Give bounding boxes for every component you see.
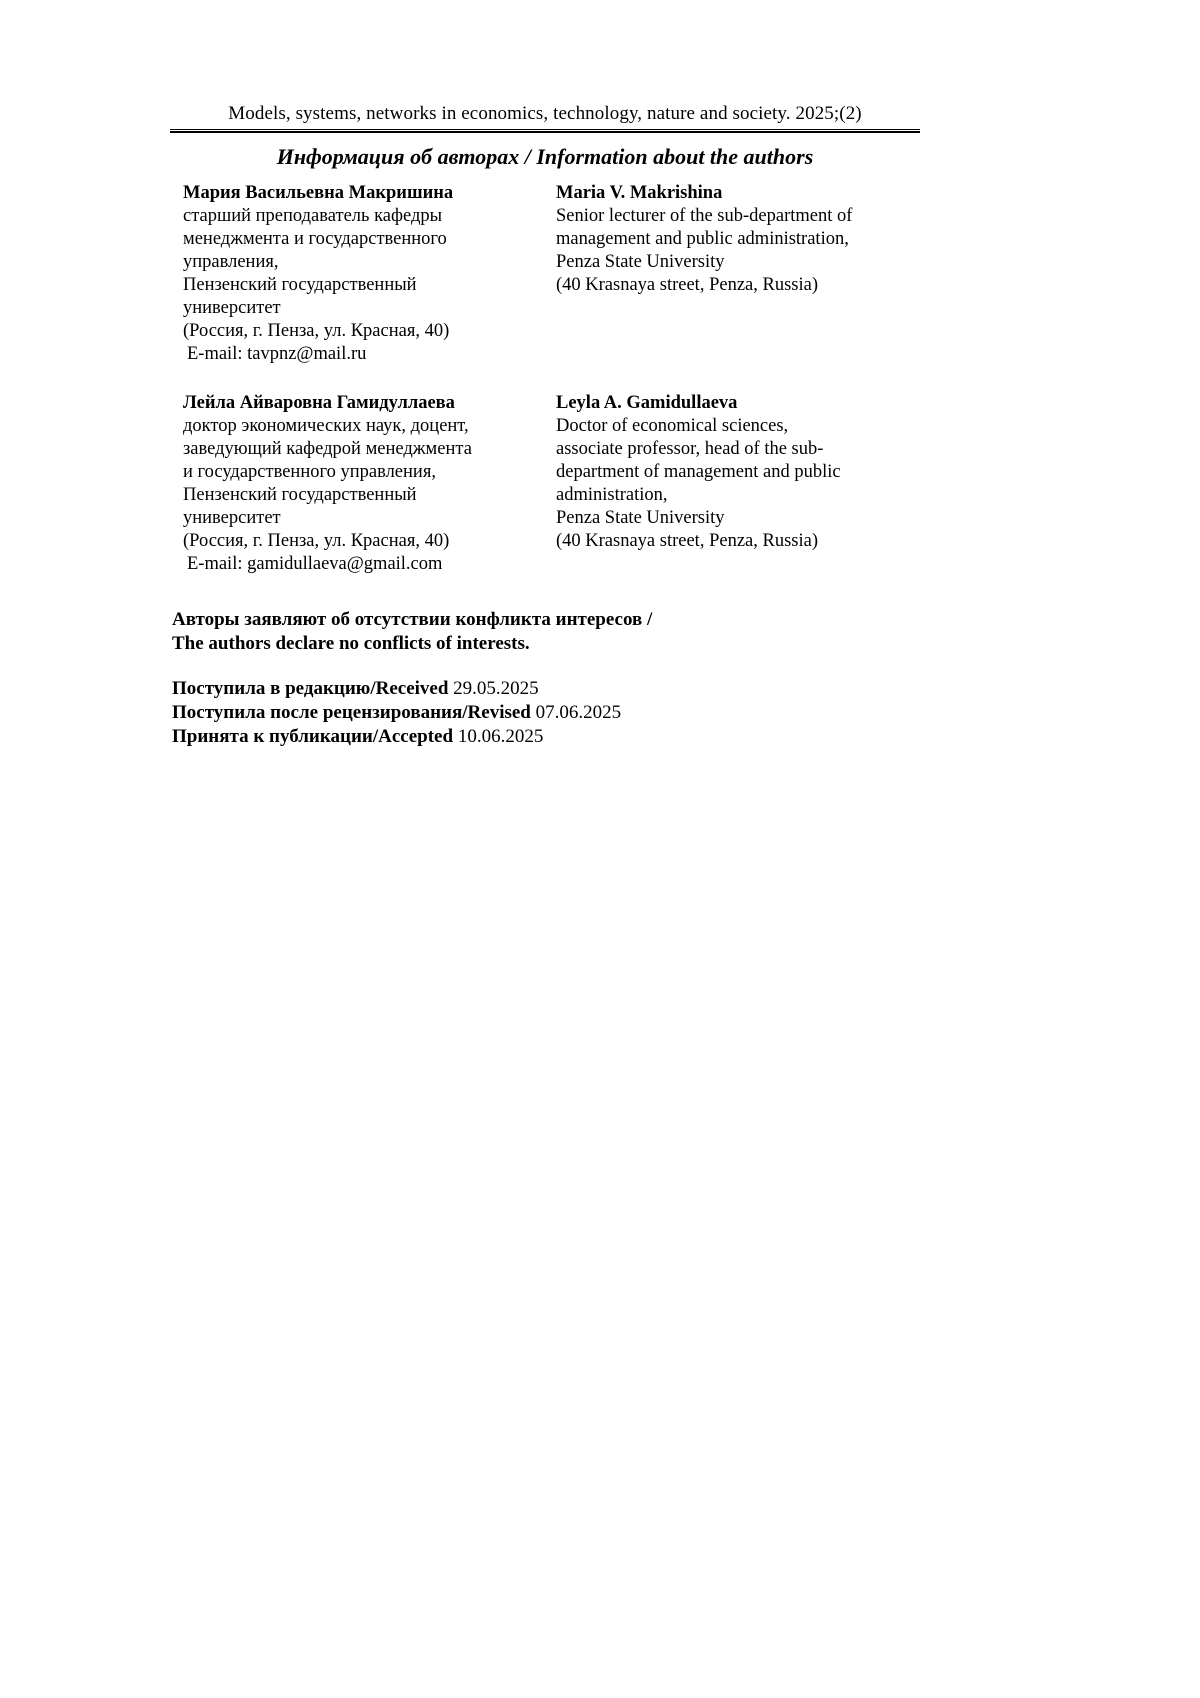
author-name: Мария Васильевна Макришина <box>183 183 454 203</box>
date-accepted-label: Принята к публикации/Accepted <box>172 726 458 747</box>
author-affiliation-line: Пензенский государственный <box>183 485 417 505</box>
author-affiliation-line: Пензенский государственный <box>183 275 417 295</box>
author-affiliation-line: Senior lecturer of the sub-department of <box>556 206 853 226</box>
author-2-en <box>556 392 841 553</box>
conflict-statement <box>172 608 652 656</box>
author-1-ru <box>183 182 453 366</box>
date-revised-label: Поступила после рецензирования/Revised <box>172 702 536 723</box>
date-accepted-value: 10.06.2025 <box>457 726 544 747</box>
date-accepted <box>172 725 621 749</box>
author-affiliation-line: management and public administration, <box>556 229 849 249</box>
publication-dates <box>172 677 621 749</box>
date-revised-value: 07.06.2025 <box>535 702 622 723</box>
author-affiliation-line: заведующий кафедрой менеджмента <box>183 439 472 459</box>
author-affiliation-line: и государственного управления, <box>183 462 436 482</box>
running-header: Models, systems, networks in economics, technology, nature and society. 2025;(2) <box>228 103 862 124</box>
date-received-value: 29.05.2025 <box>453 678 539 699</box>
date-received-label: Поступила в редакцию/Received <box>172 678 454 699</box>
author-affiliation-line: менеджмента и государственного <box>183 229 447 249</box>
author-affiliation-line: Doctor of economical sciences, <box>556 416 789 436</box>
conflict-statement-ru: Авторы заявляют об отсутствии конфликта интересов / <box>172 609 653 630</box>
author-affiliation-line: управления, <box>183 252 279 272</box>
header-rule <box>170 129 920 133</box>
author-affiliation-line: administration, <box>556 485 668 505</box>
author-affiliation-line: Penza State University <box>556 508 725 528</box>
author-affiliation-line: университет <box>183 298 281 318</box>
author-address: (40 Krasnaya street, Penza, Russia) <box>556 275 818 295</box>
author-affiliation-line: университет <box>183 508 281 528</box>
author-name: Maria V. Makrishina <box>556 183 723 203</box>
author-affiliation-line: Penza State University <box>556 252 725 272</box>
date-revised <box>172 701 621 725</box>
author-email: E-mail: gamidullaeva@gmail.com <box>187 554 443 574</box>
author-affiliation-line: department of management and public <box>556 462 841 482</box>
author-name: Leyla A. Gamidullaeva <box>556 393 738 413</box>
author-1-en <box>556 182 852 297</box>
author-affiliation-line: доктор экономических наук, доцент, <box>183 416 469 436</box>
conflict-statement-en: The authors declare no conflicts of interests. <box>172 633 530 654</box>
author-affiliation-line: associate professor, head of the sub- <box>556 439 824 459</box>
author-address: (Россия, г. Пенза, ул. Красная, 40) <box>183 321 450 341</box>
author-2-ru <box>183 392 472 576</box>
author-affiliation-line: старший преподаватель кафедры <box>183 206 443 226</box>
author-name: Лейла Айваровна Гамидуллаева <box>183 393 455 413</box>
date-received <box>172 677 621 701</box>
section-title: Информация об авторах / Information about the authors <box>276 144 814 169</box>
author-email: E-mail: tavpnz@mail.ru <box>187 344 367 364</box>
author-address: (40 Krasnaya street, Penza, Russia) <box>556 531 818 551</box>
author-address: (Россия, г. Пенза, ул. Красная, 40) <box>183 531 450 551</box>
